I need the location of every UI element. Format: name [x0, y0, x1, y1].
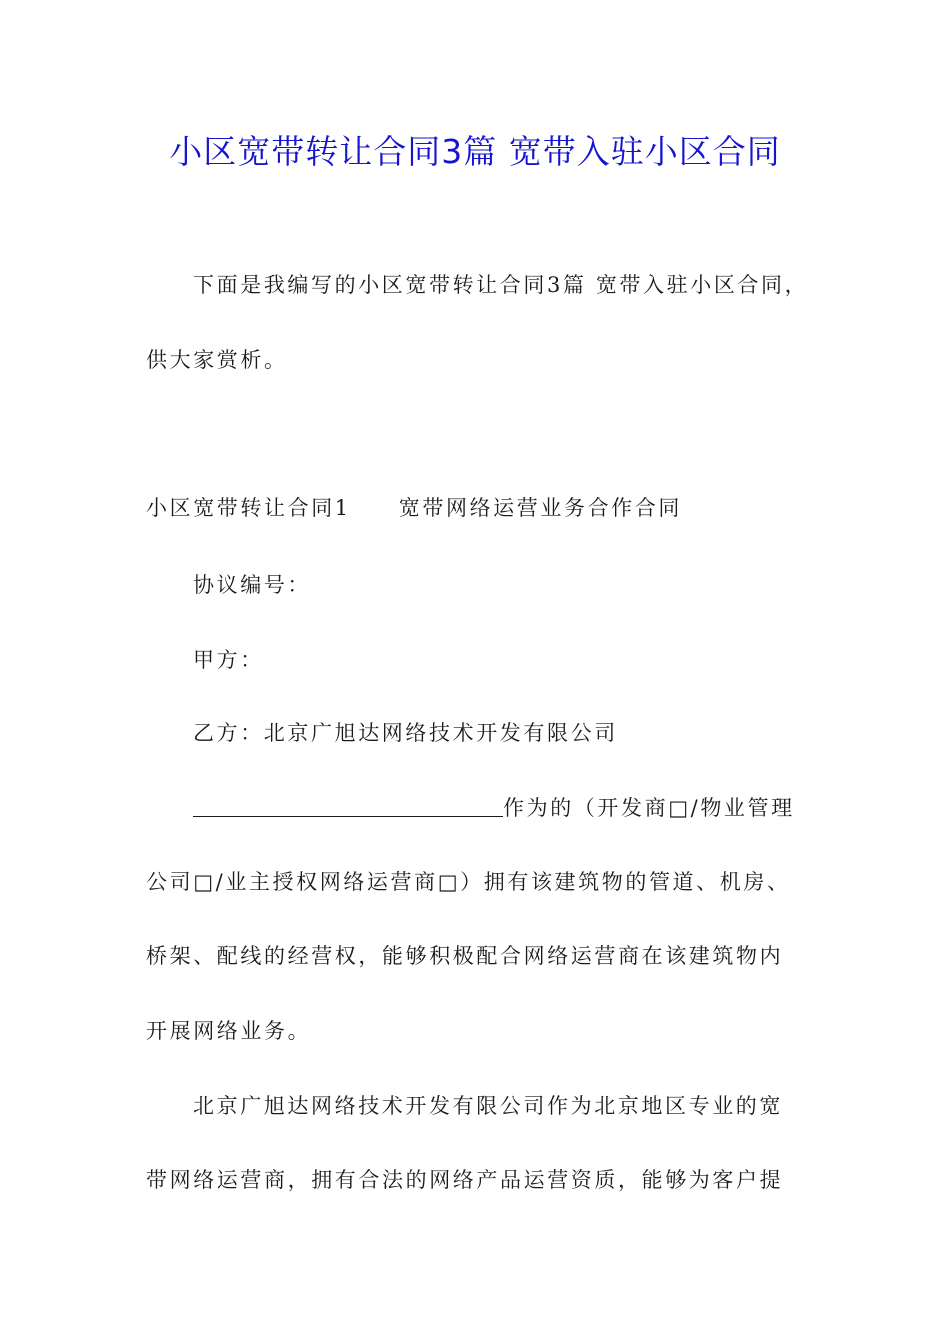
- section-heading-left: 小区宽带转让合同1: [146, 496, 351, 520]
- party-a-label: 甲方：: [193, 648, 264, 672]
- fill-in-blank: [193, 794, 503, 817]
- intro-line-2: 供大家赏析。: [146, 348, 288, 372]
- para1-line-2: 公司□/业主授权网络运营商□）拥有该建筑物的管道、机房、: [146, 870, 791, 894]
- agreement-number-label: 协议编号：: [193, 573, 311, 597]
- para2-line-1: 北京广旭达网络技术开发有限公司作为北京地区专业的宽: [193, 1094, 783, 1118]
- document-title: 小区宽带转让合同3篇 宽带入驻小区合同: [169, 132, 781, 171]
- intro-line-1: 下面是我编写的小区宽带转让合同3篇 宽带入驻小区合同，: [193, 273, 809, 297]
- section-heading: [146, 493, 682, 523]
- section-heading-right: 宽带网络运营业务合作合同: [398, 496, 682, 520]
- para2-line-2: 带网络运营商，拥有合法的网络产品运营资质，能够为客户提: [146, 1168, 784, 1192]
- para1-line-4: 开展网络业务。: [146, 1019, 312, 1043]
- para1-line-3: 桥架、配线的经营权，能够积极配合网络运营商在该建筑物内: [146, 944, 784, 968]
- party-b-line: 乙方：北京广旭达网络技术开发有限公司: [193, 721, 618, 745]
- para1-line-1: [193, 793, 795, 823]
- para1-line-1-text: 作为的（开发商□/物业管理: [503, 796, 795, 820]
